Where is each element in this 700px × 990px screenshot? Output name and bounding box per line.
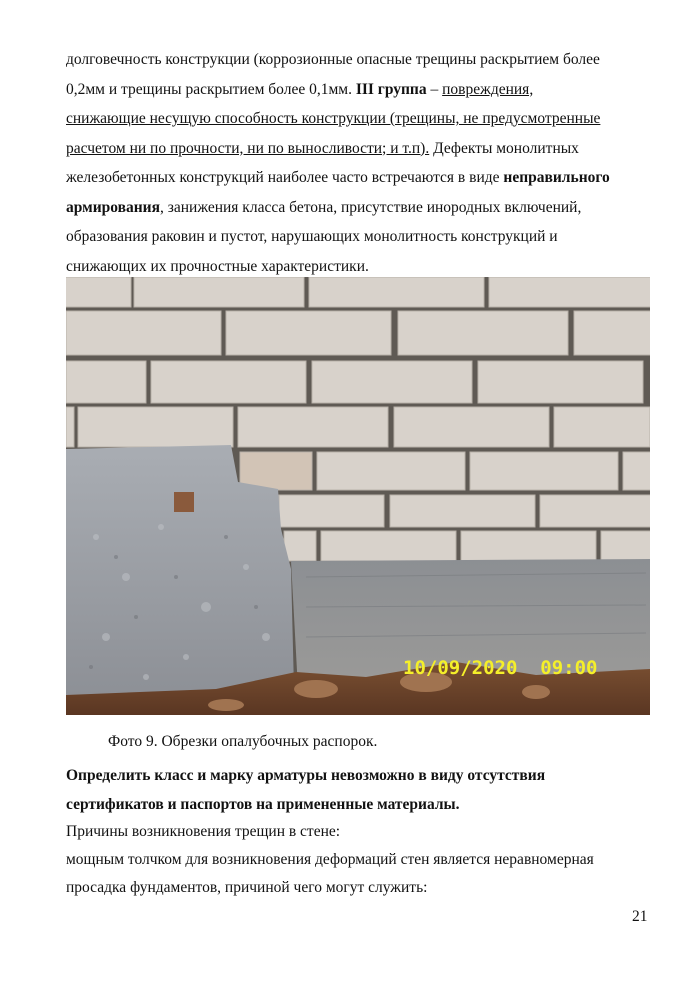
bold-term: армирования — [66, 198, 160, 216]
text-line: железобетонных конструкций наиболее часто встречаются в виде неправильного — [66, 169, 610, 186]
text-line: снижающих их прочностные характеристики. — [66, 257, 369, 275]
text-line — [66, 104, 651, 134]
underlined-text: расчетом ни по прочности, ни по выносливости; и т.п). — [66, 139, 430, 157]
text-line: образования раковин и пустот, нарушающих монолитность конструкций и — [66, 228, 558, 245]
wall-photo — [66, 277, 650, 715]
bold-statement — [66, 761, 651, 819]
underlined-text: снижающие несущую способность конструкции (трещины, не предусмотренные — [66, 110, 601, 127]
page-number: 21 — [632, 908, 648, 925]
text-line: расчетом ни по прочности, ни по выносливости; и т.п). Дефекты монолитных — [66, 139, 579, 157]
text-line: сертификатов и паспортов на примененные материалы. — [66, 796, 460, 813]
photo-timestamp: 10/09/2020 09:00 — [403, 657, 598, 679]
cause-text-line: мощным толчком для возникновения деформаций стен является неравномерная — [66, 851, 594, 868]
cause-text-line: просадка фундаментов, причиной чего могут служить: — [66, 879, 428, 896]
intro-paragraph — [66, 45, 651, 281]
bold-term: неправильного — [503, 169, 610, 186]
cause-heading: Причины возникновения трещин в стене: — [66, 823, 341, 840]
text-line: долговечность конструкции (коррозионные опасные трещины раскрытием более — [66, 51, 600, 68]
underlined-text: повреждения, — [442, 80, 534, 98]
group-label: III группа — [355, 80, 427, 98]
photo-caption: Фото 9. Обрезки опалубочных распорок. — [108, 733, 378, 750]
text-line: Определить класс и марку арматуры невозможно в виду отсутствия — [66, 767, 546, 784]
formwork-spacer-stub — [174, 492, 194, 512]
brick-wall-illustration — [66, 277, 650, 715]
text-line: армирования, занижения класса бетона, присутствие инородных включений, — [66, 198, 582, 216]
text-line: 0,2мм и трещины раскрытием более 0,1мм. III группа – повреждения, — [66, 80, 534, 98]
